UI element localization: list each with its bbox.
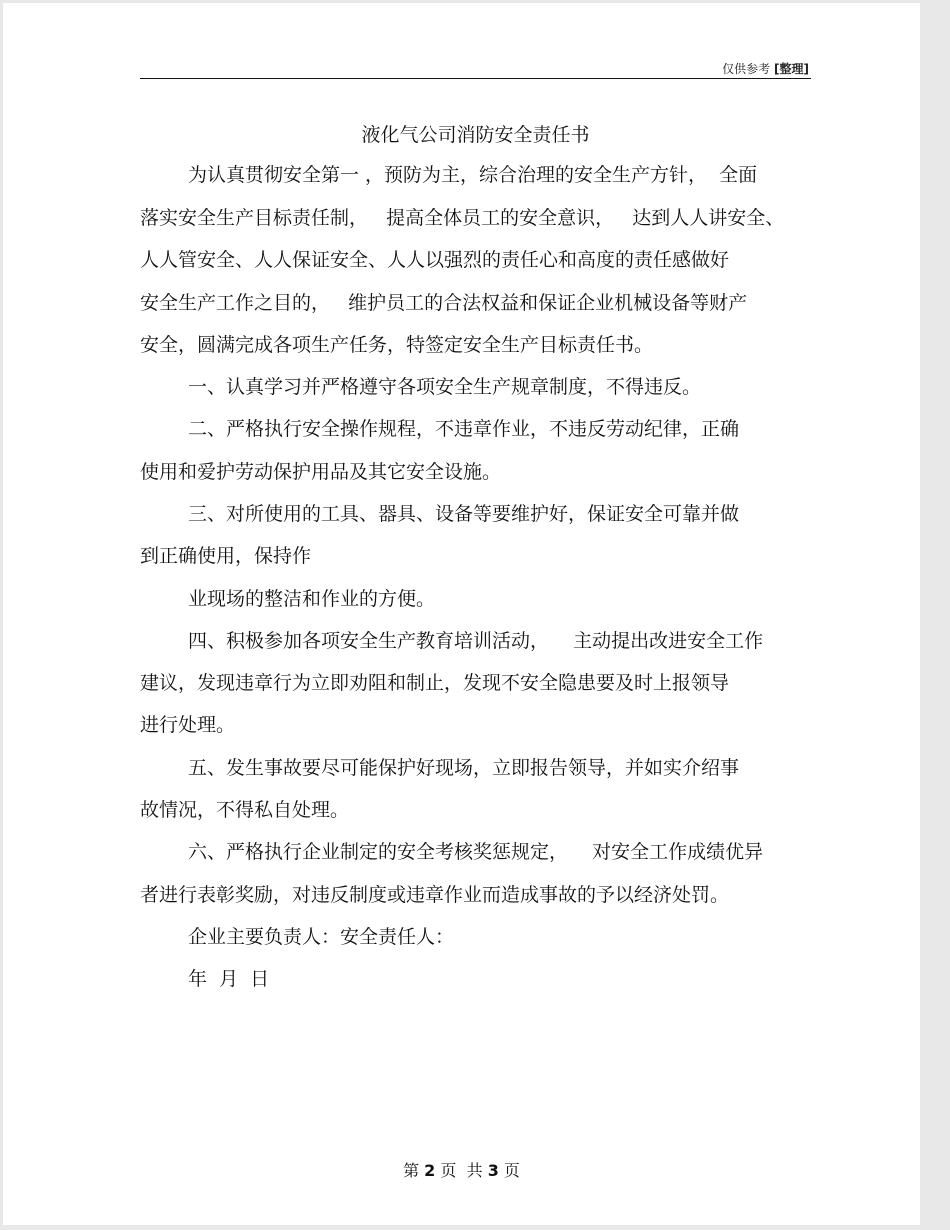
body-line: 进行处理。	[140, 714, 236, 736]
body-line: 四、积极参加各项安全生产教育培训活动， 主动提出改进安全工作	[188, 630, 764, 652]
body-line: 二、严格执行安全操作规程，不违章作业，不违反劳动纪律，正确	[188, 418, 740, 440]
header-divider	[140, 78, 811, 79]
body-line: 五、发生事故要尽可能保护好现场，立即报告领导，并如实介绍事	[188, 757, 740, 779]
footer-total-pages: 3	[487, 1161, 499, 1180]
body-line: 使用和爱护劳动保护用品及其它安全设施。	[140, 461, 502, 483]
header-note-text: 仅供参考	[722, 62, 771, 76]
body-line: 到正确使用，保持作	[140, 545, 312, 567]
footer-middle: 页 共	[440, 1161, 483, 1180]
body-line: 安全，圆满完成各项生产任务，特签定安全生产目标责任书。	[140, 334, 654, 356]
body-line: 安全生产工作之目的， 维护员工的合法权益和保证企业机械设备等财产	[140, 292, 748, 314]
footer-current-page: 2	[424, 1161, 436, 1180]
document-title: 液化气公司消防安全责任书	[361, 124, 590, 146]
header-note	[722, 60, 809, 77]
body-line: 建议，发现违章行为立即劝阻和制止，发现不安全隐患要及时上报领导	[140, 672, 730, 694]
body-line: 六、严格执行企业制定的安全考核奖惩规定， 对安全工作成绩优异	[188, 841, 764, 863]
footer-prefix: 第	[403, 1161, 420, 1180]
body-line: 一、认真学习并严格遵守各项安全生产规章制度，不得违反。	[188, 376, 702, 398]
body-line: 者进行表彰奖励，对违反制度或违章作业而造成事故的予以经济处罚。	[140, 884, 730, 906]
page-footer	[3, 1158, 920, 1181]
header-note-bracket: [整理]	[774, 62, 809, 76]
body-line: 落实安全生产目标责任制， 提高全体员工的安全意识， 达到人人讲安全、	[140, 207, 785, 229]
body-line: 人人管安全、人人保证安全、人人以强烈的责任心和高度的责任感做好	[140, 249, 730, 271]
date-line: 年 月 日	[188, 968, 270, 990]
footer-suffix: 页	[503, 1161, 520, 1180]
body-line: 为认真贯彻安全第一 ，预防为主，综合治理的安全生产方针， 全面	[188, 164, 758, 186]
document-page	[3, 3, 920, 1225]
body-line: 故情况，不得私自处理。	[140, 799, 350, 821]
body-line: 业现场的整洁和作业的方便。	[188, 588, 436, 610]
body-line: 三、对所使用的工具、器具、设备等要维护好，保证安全可靠并做	[188, 503, 740, 525]
signature-line: 企业主要负责人：安全责任人：	[188, 926, 455, 948]
